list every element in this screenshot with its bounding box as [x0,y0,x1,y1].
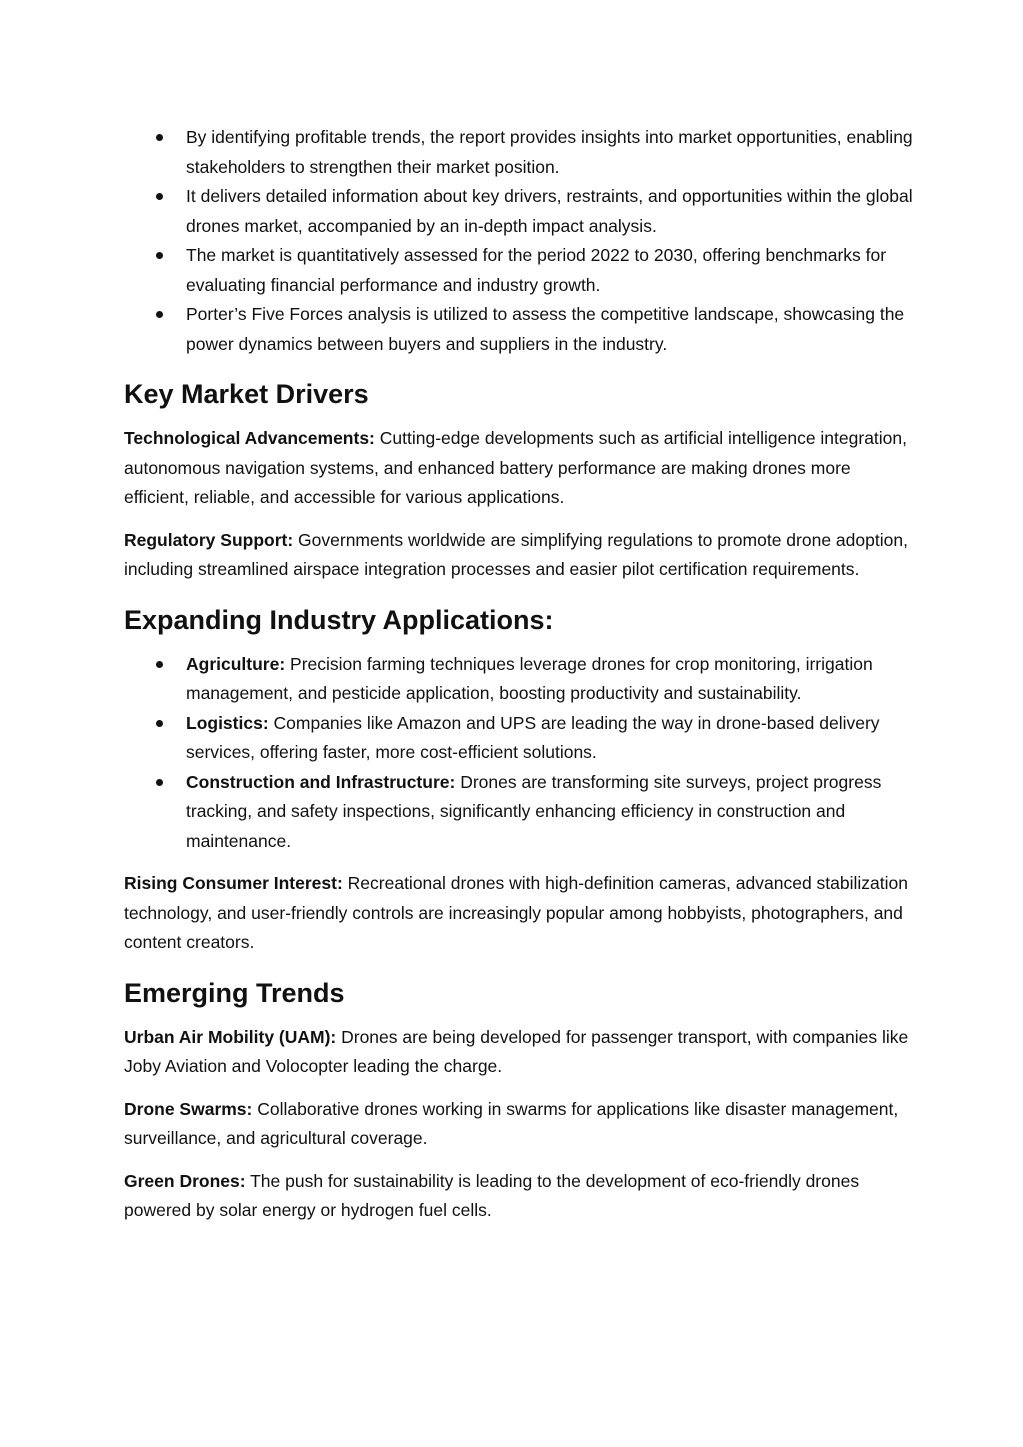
bullet-text: By identifying profitable trends, the report provides insights into market opportunities, enabling stakeholders to strengthen their market position. [186,127,913,177]
bullet-icon [156,720,163,727]
paragraph-label: Green Drones: [124,1170,246,1191]
emerging-trends-heading: Emerging Trends [124,977,345,1008]
paragraph-text: Collaborative drones working in swarms for applications like disaster management, surveillance, and agricultural coverage. [124,1098,899,1148]
bullet-label: Construction and Infrastructure: [186,771,456,792]
bullet-text: Precision farming techniques leverage drones for crop monitoring, irrigation management, and pesticide application, boosting productivity and sustainability. [186,653,873,703]
list-item [124,709,914,768]
list-item [124,123,914,182]
technological-advancements-paragraph [124,424,914,513]
bullet-text: Drones are transforming site surveys, project progress tracking, and safety inspections, significantly enhancing efficiency in construction and maintenance. [186,771,882,851]
applications-bullet-list [124,650,914,857]
paragraph-text: The push for sustainability is leading to the development of eco-friendly drones powered by solar energy or hydrogen fuel cells. [124,1170,860,1220]
green-drones-paragraph [124,1167,914,1226]
list-item [124,300,914,359]
bullet-icon [156,252,163,259]
list-item [124,650,914,709]
paragraph-label: Drone Swarms: [124,1098,253,1119]
paragraph-text: Governments worldwide are simplifying regulations to promote drone adoption, including streamlined airspace integration processes and easier pilot certification requirements. [124,529,908,579]
list-item [124,182,914,241]
drone-swarms-paragraph [124,1095,914,1154]
regulatory-support-paragraph [124,526,914,585]
paragraph-label: Rising Consumer Interest: [124,873,343,893]
bullet-text: It delivers detailed information about key drivers, restraints, and opportunities within the global drones market, accompanied by an in-depth impact analysis. [186,186,913,236]
bullet-icon [156,779,163,786]
bullet-label: Agriculture: [186,653,286,674]
rising-consumer-interest-paragraph [124,869,914,958]
intro-bullet-list [124,123,914,359]
document-page [124,123,914,1226]
bullet-text: Companies like Amazon and UPS are leading the way in drone-based delivery services, offering faster, more cost-efficient solutions. [186,712,880,762]
bullet-icon [156,193,163,200]
bullet-icon [156,134,163,141]
expanding-industry-applications-heading: Expanding Industry Applications: [124,604,554,635]
bullet-icon [156,311,163,318]
paragraph-label: Technological Advancements: [124,428,375,448]
paragraph-label: Urban Air Mobility (UAM): [124,1026,337,1047]
bullet-text: The market is quantitatively assessed for the period 2022 to 2030, offering benchmarks for evaluating financial performance and industry growth. [186,245,887,295]
list-item [124,768,914,857]
paragraph-text: Recreational drones with high-definition cameras, advanced stabilization technology, and user-friendly controls are increasingly popular among hobbyists, photographers, and content creators. [124,873,908,952]
list-item [124,241,914,300]
paragraph-text: Cutting-edge developments such as artificial intelligence integration, autonomous navigation systems, and enhanced battery performance are making drones more efficient, reliable, and accessible for various applications. [124,428,907,507]
bullet-label: Logistics: [186,712,269,733]
paragraph-text: Drones are being developed for passenger transport, with companies like Joby Aviation and Volocopter leading the charge. [124,1026,909,1076]
paragraph-label: Regulatory Support: [124,529,294,550]
bullet-icon [156,661,163,668]
key-market-drivers-heading: Key Market Drivers [124,379,369,409]
bullet-text: Porter’s Five Forces analysis is utilized to assess the competitive landscape, showcasing the power dynamics between buyers and suppliers in the industry. [186,304,905,354]
urban-air-mobility-paragraph [124,1023,914,1082]
